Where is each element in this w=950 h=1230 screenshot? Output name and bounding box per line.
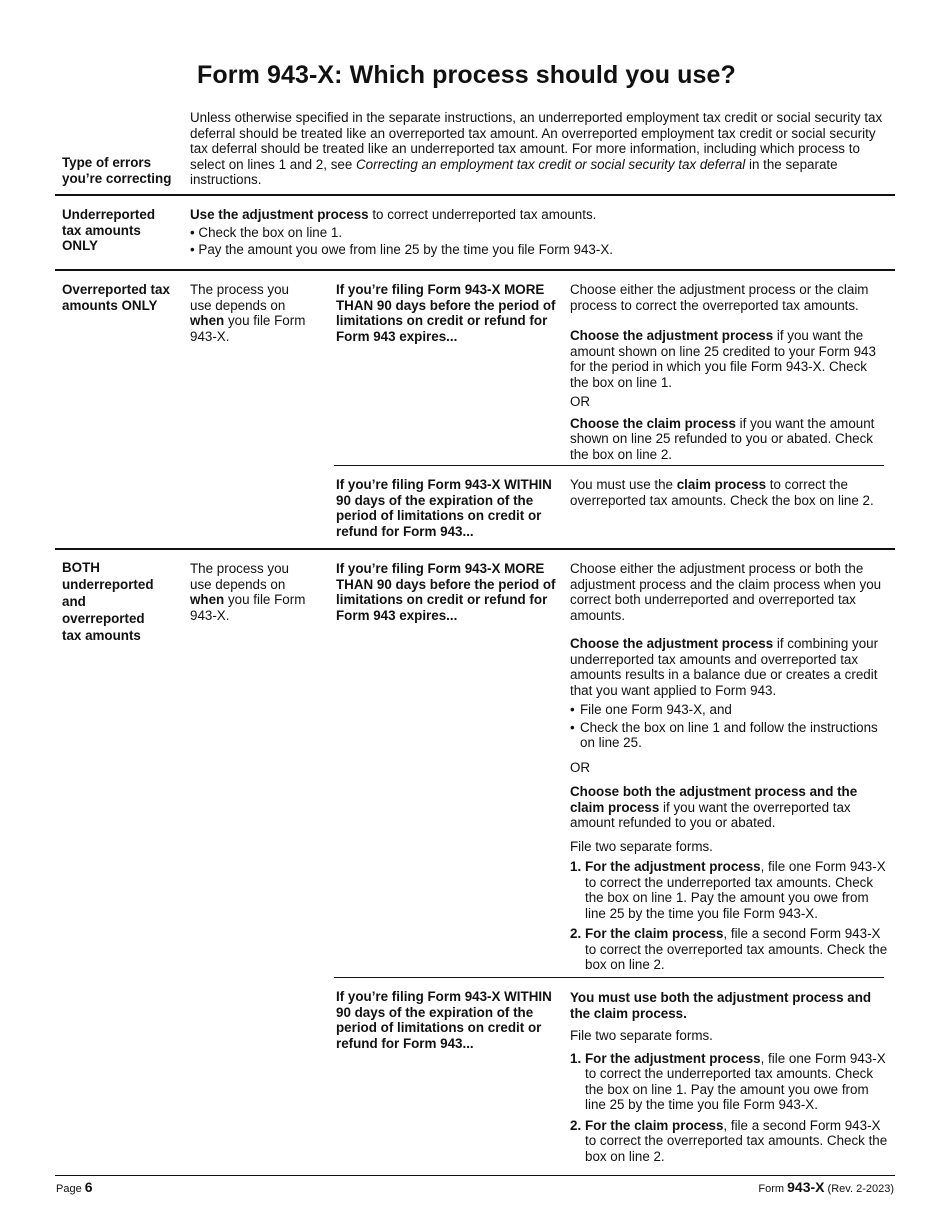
item-bold: For the claim process bbox=[585, 926, 724, 941]
lead-rest: to correct underreported tax amounts. bbox=[368, 207, 597, 222]
within-text: You must use the bbox=[570, 477, 677, 492]
depends-bold: when bbox=[190, 592, 225, 607]
adjustment-choice-bold: Choose the adjustment process bbox=[570, 636, 774, 651]
item-bold: For the adjustment process bbox=[585, 1050, 761, 1066]
divider-over-mid bbox=[334, 465, 884, 466]
or-separator: OR bbox=[570, 394, 591, 409]
both-depends bbox=[190, 561, 310, 623]
page-num: 6 bbox=[84, 1179, 93, 1195]
both-choice-text: if you want the overreported tax amount refunded to you or abated. bbox=[570, 799, 851, 830]
form-label: Form bbox=[758, 1183, 788, 1195]
bullet-text: Check the box on line 1. bbox=[198, 224, 343, 240]
form-id bbox=[758, 1180, 894, 1196]
divider-header bbox=[55, 194, 895, 196]
both-choice-bold: Choose both the adjustment process and the claim process bbox=[570, 784, 858, 815]
page-title: Form 943-X: Which process should you use? bbox=[197, 61, 736, 89]
must-use-both: You must use both the adjustment process and the claim process. bbox=[570, 990, 872, 1021]
item-number: 1. bbox=[570, 859, 582, 874]
over-more-than-90-condition: If you’re filing Form 943-X MORE THAN 90 days before the period of limitations on credit or refund for Form 943 expires... bbox=[336, 282, 556, 344]
bullet-text: Pay the amount you owe from line 25 by the time you file Form 943-X. bbox=[198, 242, 613, 257]
type-of-errors-header: Type of errors you’re correcting bbox=[62, 155, 172, 186]
numbered-item bbox=[570, 1051, 888, 1113]
depends-bold: when bbox=[190, 313, 225, 328]
item-number: 2. bbox=[570, 926, 582, 941]
file-two-forms: File two separate forms. bbox=[570, 838, 713, 854]
overreported-depends bbox=[190, 282, 310, 344]
numbered-item bbox=[570, 859, 888, 921]
numbered-item bbox=[570, 1118, 888, 1165]
divider-over bbox=[55, 548, 895, 550]
claim-choice-bold: Choose the claim process bbox=[570, 415, 736, 431]
item-text: , file one Form 943-X to correct the underreported tax amounts. Check the box on line 1. Pay the amount you owe from line 25 by the time you file Form 943-X. bbox=[585, 859, 886, 921]
choose-either: Choose either the adjustment process or the claim process to correct the overreported tax amounts. bbox=[570, 282, 869, 313]
underreported-instructions bbox=[190, 207, 890, 258]
bullet-text: Check the box on line 1 and follow the instructions on line 25. bbox=[580, 719, 878, 750]
divider-both-mid bbox=[334, 977, 884, 978]
over-more-than-90-outcome bbox=[570, 282, 888, 462]
item-bold: For the adjustment process bbox=[585, 859, 761, 874]
page-label: Page bbox=[56, 1183, 85, 1195]
item-text: , file a second Form 943-X to correct the overreported tax amounts. Check the box on line 2. bbox=[585, 926, 888, 972]
footer-rule bbox=[55, 1175, 895, 1176]
within-bold: claim process bbox=[676, 477, 767, 492]
item-text: , file a second Form 943-X to correct the overreported tax amounts. Check the box on line 2. bbox=[585, 1117, 888, 1164]
adjustment-process-lead: Use the adjustment process bbox=[190, 207, 369, 222]
adjustment-choice-bold: Choose the adjustment process bbox=[570, 328, 774, 343]
form-revision: (Rev. 2-2023) bbox=[824, 1183, 894, 1195]
both-label: BOTH underreported and overreported tax amounts bbox=[62, 560, 154, 643]
bullet-text: File one Form 943-X, and bbox=[580, 702, 732, 717]
intro-text-end: in the separate instructions. bbox=[190, 156, 838, 187]
form-number: 943-X bbox=[787, 1179, 825, 1195]
over-within-90-outcome bbox=[570, 477, 880, 508]
depends-text: The process you use depends on bbox=[190, 561, 289, 592]
bullet-item: • File one Form 943-X, and bbox=[570, 702, 732, 717]
file-two-forms: File two separate forms. bbox=[570, 1028, 713, 1043]
both-within-90-outcome bbox=[570, 990, 888, 1164]
page-number bbox=[56, 1180, 93, 1196]
depends-text-end: you file Form 943-X. bbox=[190, 313, 306, 344]
intro-paragraph bbox=[190, 110, 890, 188]
within-text-end: to correct the overreported tax amounts. Check the box on line 2. bbox=[570, 477, 874, 508]
item-number: 2. bbox=[570, 1117, 582, 1133]
or-separator: OR bbox=[570, 759, 591, 775]
depends-text: The process you use depends on bbox=[190, 282, 289, 313]
both-more-than-90-condition: If you’re filing Form 943-X MORE THAN 90 days before the period of limitations on credit or refund for Form 943 expires... bbox=[336, 561, 556, 623]
numbered-item bbox=[570, 926, 888, 973]
divider-under bbox=[55, 269, 895, 271]
bullet-item: • Check the box on line 1. bbox=[190, 224, 343, 240]
intro-text: Unless otherwise specified in the separate instructions, an underreported employment tax credit or social security tax deferral should be treated like an overreported tax amount. An overreported employment tax credit or social security tax deferral should be treated like an underreported tax amount. For more information, including which process to select on lines 1 and 2, see bbox=[190, 110, 883, 172]
item-number: 1. bbox=[570, 1050, 582, 1066]
both-more-than-90-outcome bbox=[570, 561, 888, 973]
choose-either: Choose either the adjustment process or both the adjustment process and the claim process when you correct both underreported and overreported tax amounts. bbox=[570, 561, 882, 623]
bullet-item: • Check the box on line 1 and follow the instructions on line 25. bbox=[570, 719, 878, 750]
item-text: , file one Form 943-X to correct the underreported tax amounts. Check the box on line 1. Pay the amount you owe from line 25 by the time you file Form 943-X. bbox=[585, 1050, 886, 1112]
underreported-label: Underreported tax amounts ONLY bbox=[62, 207, 156, 253]
over-within-90-condition: If you’re filing Form 943-X WITHIN 90 days of the expiration of the period of limitations on credit or refund for Form 943... bbox=[336, 477, 552, 539]
adjustment-choice-text: if you want the amount shown on line 25 credited to your Form 943 for the period in which you file Form 943-X. Check the box on line 1. bbox=[570, 328, 876, 390]
item-bold: For the claim process bbox=[585, 1117, 724, 1133]
both-within-90-condition: If you’re filing Form 943-X WITHIN 90 days of the expiration of the period of limitations on credit or refund for Form 943... bbox=[336, 989, 552, 1051]
claim-choice-text: if you want the amount shown on line 25 refunded to you or abated. Check the box on line 2. bbox=[570, 415, 875, 462]
bullet-item: • Pay the amount you owe from line 25 by the time you file Form 943-X. bbox=[190, 242, 613, 257]
adjustment-choice-text: if combining your underreported tax amounts and overreported tax amounts results in a balance due or creates a credit that you want applied to Form 943. bbox=[570, 636, 879, 698]
overreported-label: Overreported tax amounts ONLY bbox=[62, 282, 170, 313]
intro-italic-ref: Correcting an employment tax credit or social security tax deferral bbox=[356, 156, 746, 172]
depends-text-end: you file Form 943-X. bbox=[190, 592, 306, 623]
